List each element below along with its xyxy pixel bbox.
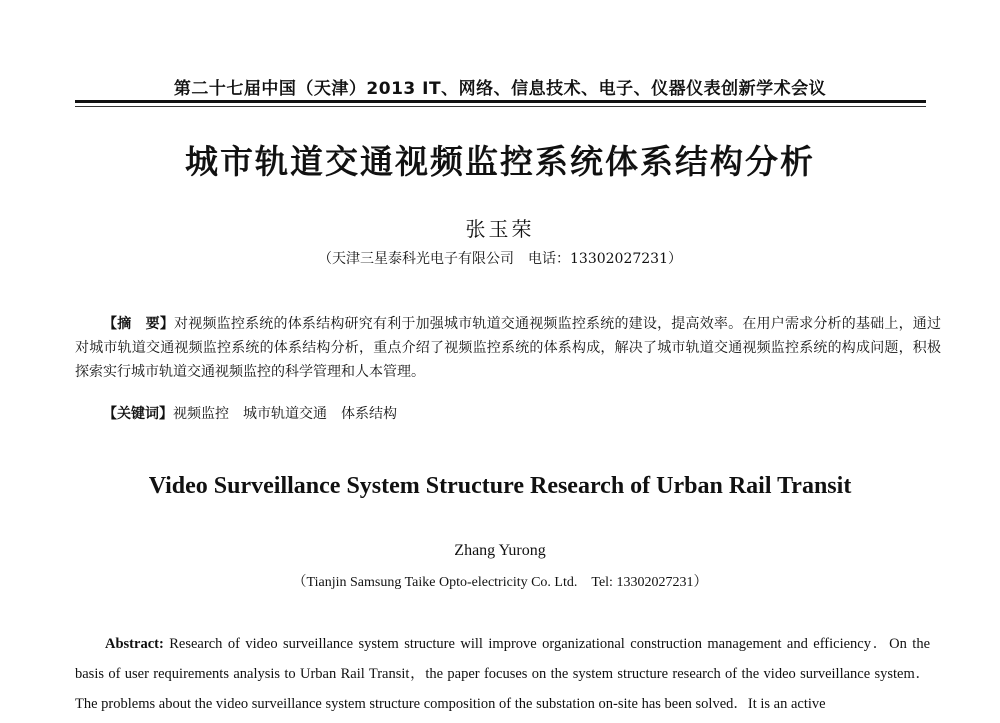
header-rule-thin — [75, 106, 926, 107]
abstract-cn — [75, 312, 941, 384]
abstract-en-label: Abstract: — [105, 636, 164, 652]
paper-title-cn: 城市轨道交通视频监控系统体系结构分析 — [185, 142, 815, 181]
keywords-cn — [103, 403, 411, 423]
header-rule-thick — [75, 100, 926, 103]
author-en: Zhang Yurong — [454, 542, 546, 559]
abstract-cn-label: 【摘 要】 — [103, 316, 175, 332]
affiliation-cn: （天津三星泰科光电子有限公司 电话：13302027231） — [318, 251, 682, 267]
keywords-cn-label: 【关键词】 — [103, 406, 173, 422]
keyword-1: 视频监控 — [173, 406, 229, 422]
abstract-en-text: Research of video surveillance system structure will improve organizational construction management and efficiency．On the basis of user requirements analysis to Urban Rail Transit，the paper focuses on the system structure research of the video surveillance system．The problems about the video surveillance system structure composition of the substation on-site has been solved．It is an active — [75, 636, 930, 712]
paper-title-en: Video Surveillance System Structure Research of Urban Rail Transit — [148, 473, 852, 499]
conference-header: 第二十七届中国（天津）2013 IT、网络、信息技术、电子、仪器仪表创新学术会议 — [173, 79, 827, 99]
affiliation-en: （Tianjin Samsung Taike Opto-electricity Co. Ltd. Tel: 13302027231） — [292, 575, 708, 590]
abstract-en — [75, 629, 930, 719]
keyword-3: 体系结构 — [341, 406, 397, 422]
abstract-cn-text: 对视频监控系统的体系结构研究有利于加强城市轨道交通视频监控系统的建设，提高效率。在用户需求分析的基础上，通过对城市轨道交通视频监控系统的体系结构分析，重点介绍了视频监控系统的体系构成，解决了城市轨道交通视频监控系统的构成问题，积极探索实行城市轨道交通视频监控的科学管理和人本管理。 — [75, 316, 942, 380]
author-cn: 张玉荣 — [465, 217, 535, 241]
keyword-2: 城市轨道交通 — [243, 406, 327, 422]
